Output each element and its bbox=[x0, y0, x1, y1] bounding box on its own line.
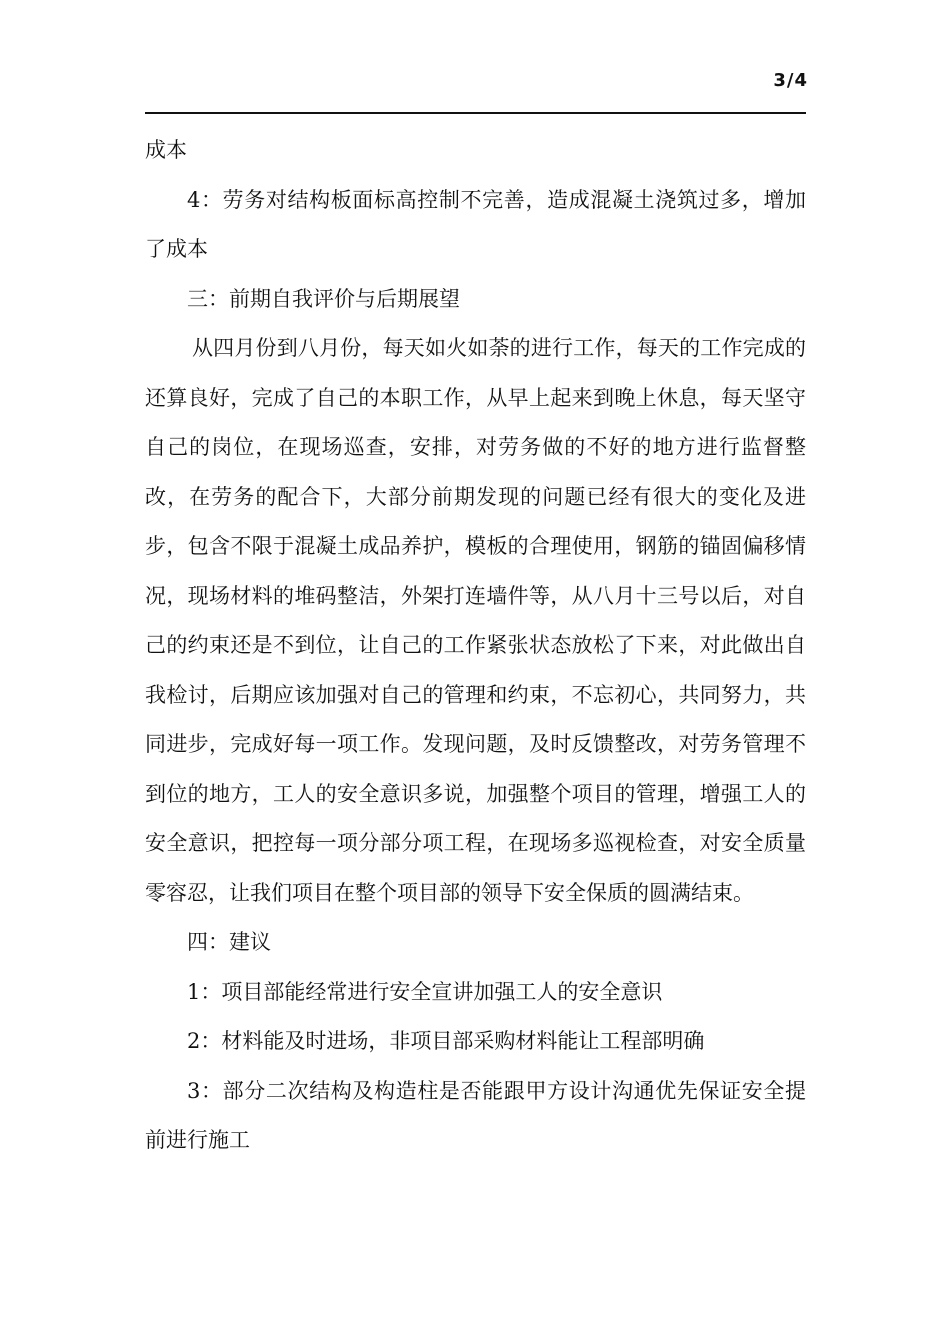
suggestion-item-3: 3：部分二次结构及构造柱是否能跟甲方设计沟通优先保证安全提前进行施工 bbox=[145, 1078, 806, 1152]
paragraph-item-4: 4：劳务对结构板面标高控制不完善，造成混凝土浇筑过多，增加了成本 bbox=[145, 187, 806, 261]
suggestion-item-2: 2：材料能及时进场，非项目部采购材料能让工程部明确 bbox=[187, 1029, 705, 1053]
paragraph-cost-continuation: 成本 bbox=[145, 138, 187, 162]
section-heading-self-evaluation: 三：前期自我评价与后期展望 bbox=[187, 286, 460, 311]
paragraph-self-evaluation: 从四月份到八月份，每天如火如荼的进行工作，每天的工作完成的还算良好，完成了自己的本职工作，从早上起来到晚上休息，每天坚守自己的岗位，在现场巡查，安排，对劳务做的不好的地方进行监督整改，在劳务的配合下，大部分前期发现的问题已经有很大的变化及进步，包含不限于混凝土成品养护，模板的合理使用，钢筋的锚固偏移情况，现场材料的堆码整洁，外架打连墙件等，从八月十三号以后，对自己的约束还是不到位，让自己的工作紧张状态放松了下来，对此做出自我检讨，后期应该加强对自己的管理和约束，不忘初心，共同努力，共同进步，完成好每一项工作。发现问题，及时反馈整改，对劳务管理不到位的地方，工人的安全意识多说，加强整个项目的管理，增强工人的安全意识，把控每一项分部分项工程，在现场多巡视检查，对安全质量零容忍，让我们项目在整个项目部的领导下安全保质的圆满结束。 bbox=[145, 336, 806, 905]
header-divider bbox=[145, 112, 806, 114]
section-heading-suggestions: 四：建议 bbox=[187, 930, 271, 954]
suggestion-item-1: 1：项目部能经常进行安全宣讲加强工人的安全意识 bbox=[187, 979, 663, 1004]
document-body bbox=[145, 126, 806, 1166]
page-number: 3/4 bbox=[773, 70, 808, 91]
